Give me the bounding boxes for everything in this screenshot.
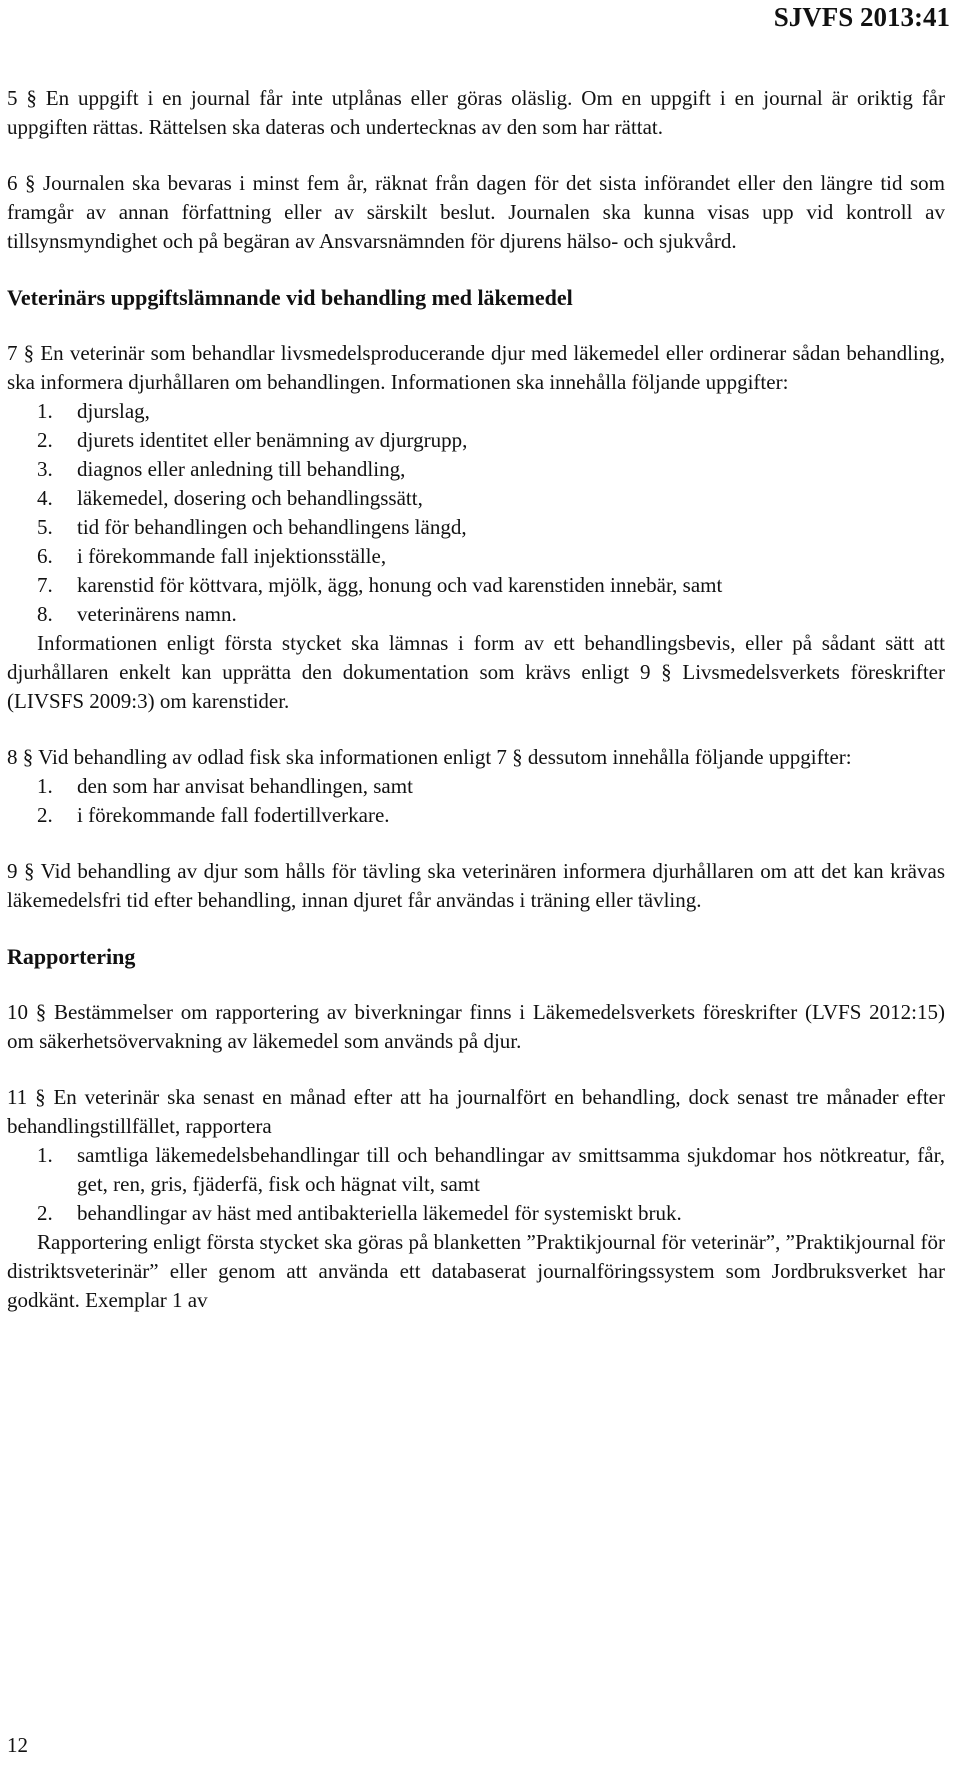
list-item-text: läkemedel, dosering och behandlingssätt, — [77, 486, 423, 510]
list-item-text: djurslag, — [77, 399, 150, 423]
list-item — [7, 1141, 945, 1199]
list-item-number: 7. — [37, 573, 53, 597]
list-item — [7, 571, 945, 600]
list-item — [7, 1199, 945, 1228]
list-item — [7, 600, 945, 629]
list-item — [7, 397, 945, 426]
heading-veterinary-info: Veterinärs uppgiftslämnande vid behandling med läkemedel — [7, 285, 573, 310]
page-number: 12 — [7, 1733, 28, 1757]
list-item — [7, 801, 945, 830]
list-item-number: 1. — [37, 774, 53, 798]
list-item-text: samtliga läkemedelsbehandlingar till och behandlingar av smittsamma sjukdomar hos nötkreatur, får, get, ren, gris, fjäderfä, fisk och hägnat vilt, samt — [77, 1143, 945, 1196]
list-item — [7, 455, 945, 484]
list-item-number: 6. — [37, 544, 53, 568]
list-item-number: 2. — [37, 1201, 53, 1225]
list-item-text: diagnos eller anledning till behandling, — [77, 457, 406, 481]
list-item-text: veterinärens namn. — [77, 602, 237, 626]
heading-reporting: Rapportering — [7, 944, 136, 969]
list-item-number: 2. — [37, 428, 53, 452]
section-7-paragraph-2: Informationen enligt första stycket ska lämnas i form av ett behandlingsbevis, eller på sådant sätt att djurhållaren enkelt kan upprätta den dokumentation som krävs enligt 9 § Livsmedelsverkets föreskrifter (LIVSFS 2009:3) om karenstider. — [7, 631, 945, 713]
document-body — [7, 84, 945, 1315]
list-item — [7, 426, 945, 455]
list-item-number: 1. — [37, 1143, 53, 1167]
section-11: 11 § En veterinär ska senast en månad efter att ha journalfört en behandling, dock senast tre månader efter behandlingstillfället, rapportera — [7, 1085, 945, 1138]
list-item — [7, 542, 945, 571]
list-item-text: den som har anvisat behandlingen, samt — [77, 774, 413, 798]
list-item-text: karenstid för köttvara, mjölk, ägg, honung och vad karenstiden innebär, samt — [77, 573, 723, 597]
section-8: 8 § Vid behandling av odlad fisk ska informationen enligt 7 § dessutom innehålla följande uppgifter: — [7, 745, 852, 769]
document-reference: SJVFS 2013:41 — [773, 2, 950, 32]
list-item-text: behandlingar av häst med antibakteriella läkemedel för systemiskt bruk. — [77, 1201, 682, 1225]
section-8-list — [7, 772, 945, 830]
section-11-paragraph-2: Rapportering enligt första stycket ska göras på blanketten ”Praktikjournal för veterinär”, ”Praktikjournal för distriktsveterinär” eller genom att använda ett databaserat journalföringssystem som Jordbruksverket har godkänt. Exemplar 1 av — [7, 1230, 945, 1312]
list-item-number: 2. — [37, 803, 53, 827]
section-6: 6 § Journalen ska bevaras i minst fem år, räknat från dagen för det sista införandet eller den längre tid som framgår av annan författning eller av särskilt beslut. Journalen ska kunna visas upp vid kontroll av tillsynsmyndighet och på begäran av Ansvarsnämnden för djurens hälso- och sjukvård. — [7, 171, 945, 253]
list-item-text: i förekommande fall fodertillverkare. — [77, 803, 390, 827]
section-11-list — [7, 1141, 945, 1228]
list-item — [7, 772, 945, 801]
list-item-number: 3. — [37, 457, 53, 481]
section-9: 9 § Vid behandling av djur som hålls för tävling ska veterinären informera djurhållaren om att det kan krävas läkemedelsfri tid efter behandling, innan djuret får användas i träning eller tävling. — [7, 859, 945, 912]
section-5: 5 § En uppgift i en journal får inte utplånas eller göras oläslig. Om en uppgift i en journal är oriktig får uppgiften rättas. Rättelsen ska dateras och undertecknas av den som har rättat. — [7, 86, 945, 139]
section-10: 10 § Bestämmelser om rapportering av biverkningar finns i Läkemedelsverkets föreskrifter (LVFS 2012:15) om säkerhetsövervakning av läkemedel som används på djur. — [7, 1000, 945, 1053]
list-item-number: 1. — [37, 399, 53, 423]
section-7: 7 § En veterinär som behandlar livsmedelsproducerande djur med läkemedel eller ordinerar sådan behandling, ska informera djurhållaren om behandlingen. Informationen ska innehålla följande uppgifter: — [7, 341, 945, 394]
list-item — [7, 484, 945, 513]
list-item — [7, 513, 945, 542]
list-item-text: djurets identitet eller benämning av djurgrupp, — [77, 428, 468, 452]
section-7-list — [7, 397, 945, 629]
list-item-text: tid för behandlingen och behandlingens längd, — [77, 515, 467, 539]
list-item-text: i förekommande fall injektionsställe, — [77, 544, 387, 568]
list-item-number: 8. — [37, 602, 53, 626]
list-item-number: 5. — [37, 515, 53, 539]
list-item-number: 4. — [37, 486, 53, 510]
